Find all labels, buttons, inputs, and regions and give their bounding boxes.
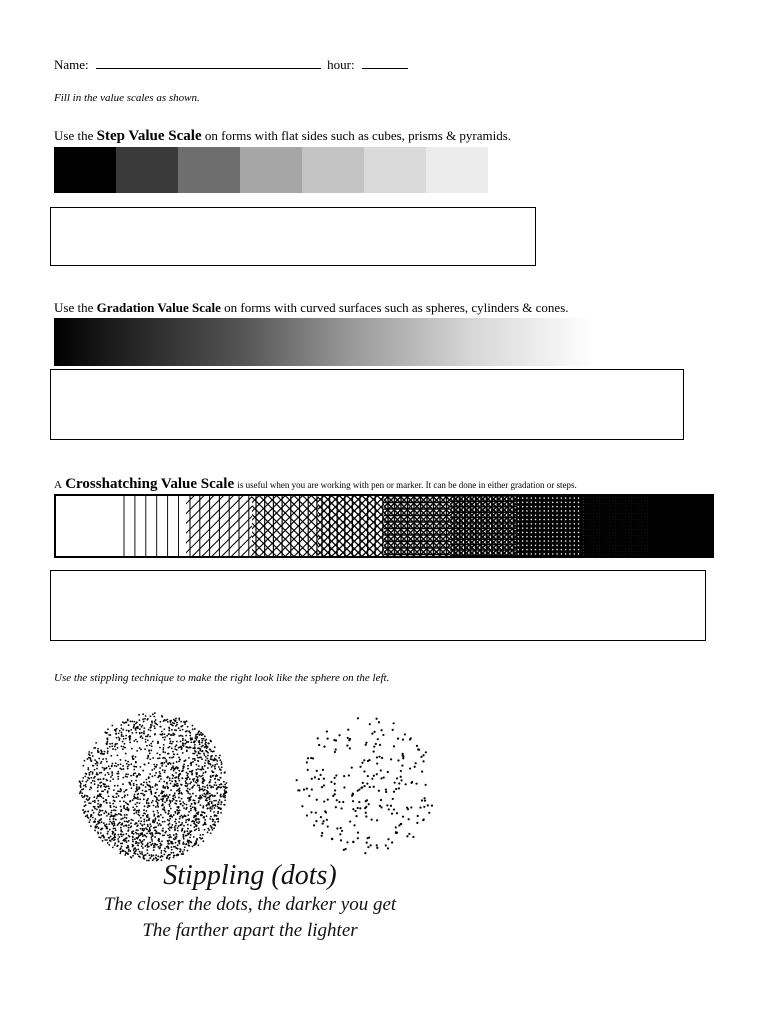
stippling-caption-title: Stippling (dots) <box>163 860 337 891</box>
stippling-instruction: Use the stippling technique to make the right look like the sphere on the left. <box>54 672 390 684</box>
step-scale-answer-box[interactable] <box>50 207 536 266</box>
stippling-caption <box>70 860 430 944</box>
stippling-examples <box>70 700 450 870</box>
fill-instructions: Fill in the value scales as shown. <box>54 92 200 104</box>
gradation-suffix: on forms with curved surfaces such as spheres, cylinders & cones. <box>224 300 569 315</box>
gradation-prefix: Use the <box>54 300 94 315</box>
name-blank[interactable] <box>96 57 321 69</box>
step-prefix: Use the <box>54 128 94 143</box>
step-swatch-1 <box>54 147 116 193</box>
gradation-scale-heading <box>54 300 569 316</box>
step-value-scale <box>54 147 488 193</box>
stippled-dark-sphere <box>79 712 228 861</box>
step-scale-heading <box>54 128 511 145</box>
step-title: Step Value Scale <box>96 128 202 144</box>
crosshatch-title: Crosshatching Value Scale <box>65 476 235 492</box>
crosshatch-scale-answer-box[interactable] <box>50 570 706 641</box>
stippled-light-sphere <box>296 717 433 854</box>
hour-label: hour: <box>327 57 355 72</box>
crosshatch-value-scale <box>54 494 714 558</box>
stippling-caption-line-2: The farther apart the lighter <box>142 920 358 941</box>
step-suffix: on forms with flat sides such as cubes, prisms & pyramids. <box>204 128 512 143</box>
step-swatch-3 <box>178 147 240 193</box>
crosshatch-suffix: is useful when you are working with pen or marker. It can be done in either gradation or steps. <box>237 480 577 490</box>
crosshatch-scale-heading <box>54 476 577 493</box>
crosshatch-cell-2 <box>124 494 179 558</box>
hour-blank[interactable] <box>362 57 408 69</box>
crosshatch-prefix: A <box>54 479 62 491</box>
name-label: Name: <box>54 57 89 72</box>
step-swatch-7 <box>426 147 488 193</box>
name-line <box>54 57 408 73</box>
step-swatch-6 <box>364 147 426 193</box>
gradation-title: Gradation Value Scale <box>96 300 221 315</box>
crosshatch-cell-6 <box>320 494 508 558</box>
step-swatch-4 <box>240 147 302 193</box>
step-swatch-5 <box>302 147 364 193</box>
step-swatch-2 <box>116 147 178 193</box>
stippling-caption-line-1: The closer the dots, the darker you get <box>103 894 397 915</box>
gradation-scale-answer-box[interactable] <box>50 369 684 440</box>
gradation-value-scale <box>54 318 594 366</box>
